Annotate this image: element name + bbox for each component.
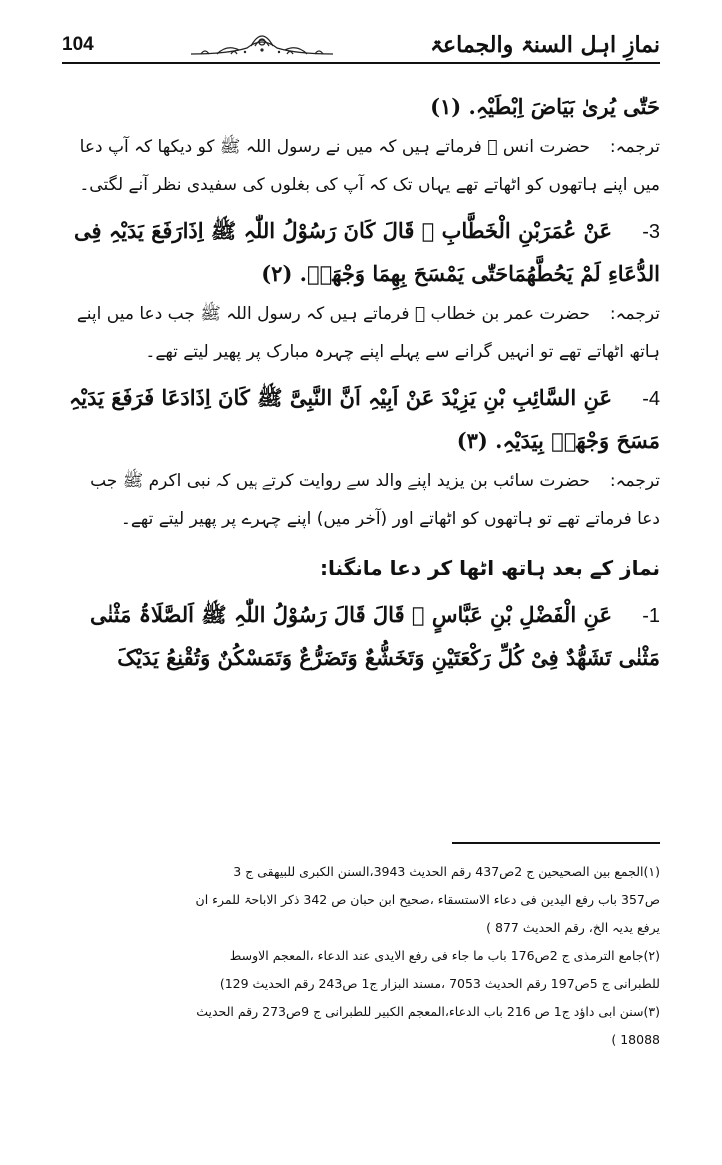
page-number: 104 bbox=[62, 34, 94, 55]
footnote-line: ص357 باب رفع الیدین فی دعاء الاستسقاء ،صحیح ابن حبان ص 342 ذکر الاباحۃ للمرء ان bbox=[195, 892, 660, 907]
arabic-line: مَثْنٰی تَشَھُّدٌ فِیْ کُلِّ رَکْعَتَیْنِ وَتَخَشُّعٌ وَتَضَرُّعٌ وَتَمَسْکُنٌ وَتُقْنِعُ یَدَیْکَ bbox=[117, 645, 660, 670]
hadith-line: 4-عَنِ السَّائِبِ بْنِ یَزِیْدَ عَنْ اَبِیْہِ اَنَّ النَّبِیَّ ﷺ کَانَ اِذَادَعَا فَرَفَعَ یَدَیْہِ bbox=[62, 377, 660, 420]
footnote-line: (۱)الجمع بین الصحیحین ج 2ص437 رقم الحدیث 3943،السنن الکبری للبیھقی ج 3 bbox=[233, 864, 660, 879]
hadith-number: 4- bbox=[642, 388, 660, 410]
footnote-line: یرفع یدیہ الخ، رقم الحدیث 877 ) bbox=[486, 920, 660, 935]
page-header bbox=[62, 24, 660, 66]
footnote-line: للطبرانی ج 5ص197 رقم الحدیث 7053 ،مسند البزار ج1 ص243 رقم الحدیث 129) bbox=[219, 976, 660, 991]
page-body bbox=[62, 86, 660, 679]
footnote-line: (۳)سنن ابی داؤد ج1 ص 216 باب الدعاء،المعجم الکبیر للطبرانی ج 9ص273 رقم الحدیث bbox=[196, 1004, 660, 1019]
translation-line: ترجمہ:حضرت عمر بن خطاب ﷛ فرماتے ہیں کہ رسول اللہ ﷺ جب دعا میں اپنے bbox=[62, 295, 660, 333]
translation-label: ترجمہ: bbox=[609, 471, 660, 491]
hadith-number: 3- bbox=[642, 221, 660, 243]
footnote-line: (۲)جامع الترمذی ج 2ص176 باب ما جاء فی رفع الایدی عند الدعاء ،المعجم الاوسط bbox=[229, 948, 660, 963]
arabic-line: حَتّٰی یُریٰ بَیَاضَ اِبْطَیْہِ. (۱) bbox=[430, 94, 660, 119]
translation-line: ہاتھ اٹھاتے تھے تو انہیں گرانے سے پہلے اپنے چہرہ مبارک پر پھیر لیتے تھے۔ bbox=[145, 342, 660, 362]
footnote-divider bbox=[452, 842, 660, 844]
footnote-line: 18088 ) bbox=[611, 1032, 660, 1047]
arabic-line: الدُّعَاءِ لَمْ یَحُطَّھُمَاحَتّٰی یَمْسَحَ بِھِمَا وَجْھَہٗ. (۲) bbox=[261, 261, 660, 286]
hadith-number: 1- bbox=[642, 605, 660, 627]
hadith-line: 3-عَنْ عُمَرَبْنِ الْخَطَّابِ ﷛ قَالَ کَانَ رَسُوْلُ اللّٰہِ ﷺ اِذَارَفَعَ یَدَیْہِ فِی bbox=[62, 210, 660, 253]
hadith-line: 1-عَنِ الْفَضْلِ بْنِ عَبَّاسٍ ﷠ قَالَ قَالَ رَسُوْلُ اللّٰہِ ﷺ اَلصَّلَاۃُ مَثْنٰی bbox=[62, 594, 660, 637]
running-title: نمازِ اہل السنۃ والجماعۃ bbox=[430, 32, 660, 58]
header-divider bbox=[62, 62, 660, 64]
translation-line: میں اپنے ہاتھوں کو اٹھاتے تھے یہاں تک کہ آپ کی بغلوں کی سفیدی نظر آنے لگتی۔ bbox=[79, 175, 660, 195]
translation-line: ترجمہ:حضرت انس ﷛ فرماتے ہیں کہ میں نے رسول اللہ ﷺ کو دیکھا کہ آپ دعا bbox=[62, 128, 660, 166]
translation-line: ترجمہ:حضرت سائب بن یزید اپنے والد سے روایت کرتے ہیں کہ نبی اکرم ﷺ جب bbox=[62, 462, 660, 500]
translation-label: ترجمہ: bbox=[609, 137, 660, 157]
footnotes bbox=[62, 858, 660, 1054]
arabic-line: مَسَحَ وَجْھَہٗ بِیَدَیْہِ. (۳) bbox=[456, 428, 660, 453]
translation-label: ترجمہ: bbox=[609, 304, 660, 324]
header-ornament-icon bbox=[94, 28, 430, 62]
translation-line: دعا فرماتے تھے تو ہاتھوں کو اٹھاتے اور (آخر میں) اپنے چہرے پر پھیر لیتے تھے۔ bbox=[120, 509, 660, 529]
section-heading: نماز کے بعد ہاتھ اٹھا کر دعا مانگنا: bbox=[319, 556, 660, 580]
